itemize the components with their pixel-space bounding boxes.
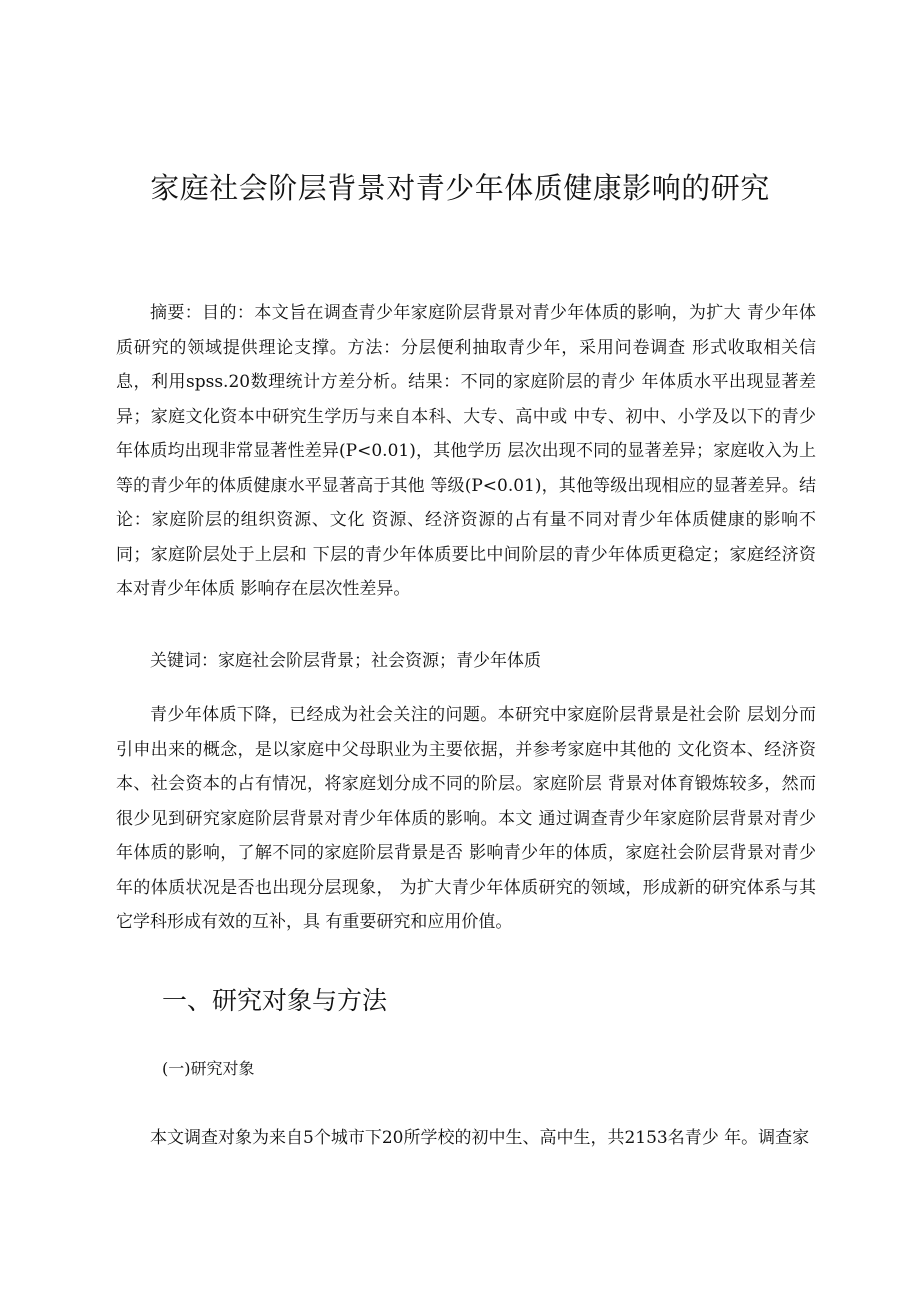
sub-heading: (一)研究对象: [162, 1059, 255, 1078]
keywords-paragraph: 关键词：家庭社会阶层背景；社会资源；青少年体质: [150, 651, 541, 671]
introduction-paragraph: 青少年体质下降，已经成为社会关注的问题。本研究中家庭阶层背景是社会阶 层划分而引申出来的概念，是以家庭中父母职业为主要依据，并参考家庭中其他的 文化资本、经济资本、社会资本的占有情况，将家庭划分成不同的阶层。家庭阶层 背景对体育锻炼较多，然而很少见到研究家庭阶层背景对青少年体质的影响。本文 通过调查青少年家庭阶层背景对青少年体质的影响，了解不同的家庭阶层背景是否 影响青少年的体质，家庭社会阶层背景对青少年的体质状况是否也出现分层现象， 为扩大青少年体质研究的领域，形成新的研究体系与其它学科形成有效的互补，具 有重要研究和应用价值。: [116, 705, 816, 932]
document-title: 家庭社会阶层背景对青少年体质健康影响的研究: [150, 171, 770, 205]
section-heading: 一、研究对象与方法: [162, 986, 388, 1015]
body-paragraph: 本文调查对象为来自5个城市下20所学校的初中生、高中生，共2153名青少 年。调查家: [150, 1128, 810, 1148]
abstract-paragraph: 摘要：目的：本文旨在调查青少年家庭阶层背景对青少年体质的影响，为扩大 青少年体质研究的领域提供理论支撑。方法：分层便利抽取青少年，采用问卷调查 形式收取相关信息，利用spss.20数理统计方差分析。结果：不同的家庭阶层的青少 年体质水平出现显著差异；家庭文化资本中研究生学历与来自本科、大专、高中或 中专、初中、小学及以下的青少年体质均出现非常显著性差异(P<0.01)，其他学历 层次出现不同的显著差异；家庭收入为上等的青少年的体质健康水平显著高于其他 等级(P<0.01)，其他等级出现相应的显著差异。结论：家庭阶层的组织资源、文化 资源、经济资源的占有量不同对青少年体质健康的影响不同；家庭阶层处于上层和 下层的青少年体质要比中间阶层的青少年体质更稳定；家庭经济资本对青少年体质 影响存在层次性差异。: [116, 303, 816, 599]
